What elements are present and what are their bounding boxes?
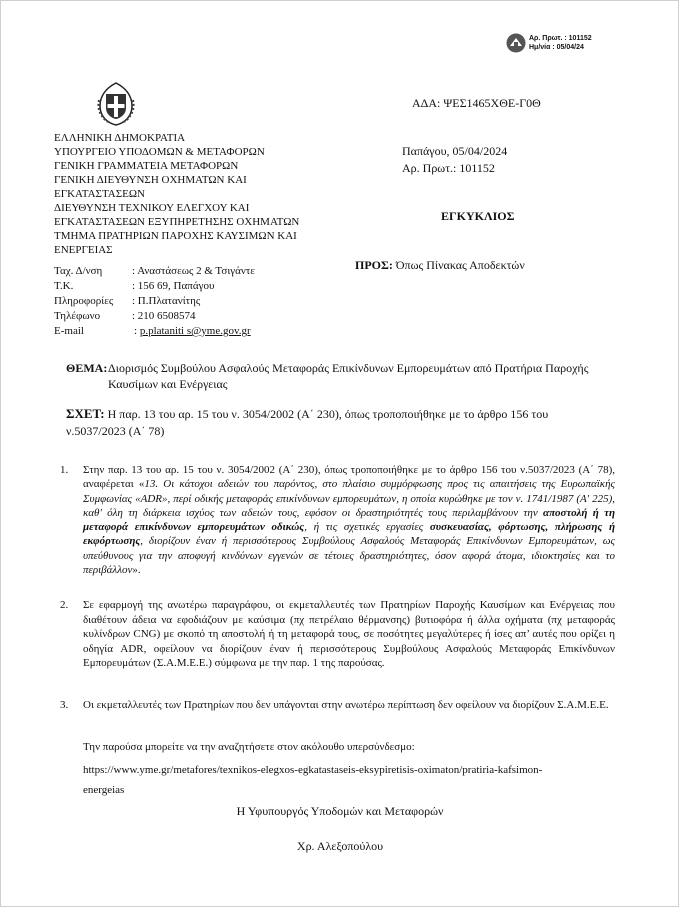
contact-value: : 156 69, Παπάγου (132, 280, 215, 292)
list-item (60, 463, 615, 577)
contact-block (54, 264, 354, 340)
ada-code: ΑΔΑ: ΨΕΣ1465ΧΘΕ-Γ0Θ (412, 96, 541, 110)
list-item (60, 698, 615, 713)
agency-line: ΓΕΝΙΚΗ ΓΡΑΜΜΑΤΕΙΑ ΜΕΤΑΦΟΡΩΝ (54, 160, 239, 172)
item-text: Στην παρ. 13 του αρ. 15 του ν. 3054/2002 (Α΄ 230), όπως τροποποιήθηκε με το άρθρο 156 του ν.5037/2023 (Α΄ 78), αναφέρεται «13. Οι κάτοχοι αδειών του παρόντος, στο πλαίσιο συμμόρφωσης προς τις απαιτήσεις της Ευρωπαϊκής Συμφωνίας «ADR», περί οδικής μεταφοράς επικίνδυνων εμπορευμάτων, η οποία κυρώθηκε με τον ν. 1741/1987 (Α' 225), καθ' όλη τη διάρκεια ισχύος των αδειών τους, εφόσον οι δραστηριότητές τους περιλαμβάνουν την αποστολή ή τη μεταφορά επικίνδυνων εμπορευμάτων οδικώς, ή τις σχετικές εργασίες συσκευασίας, φόρτωσης, πλήρωσης ή εκφόρτωσης, διορίζουν έναν ή περισσότερους Συμβούλους Ασφαλούς Μεταφοράς Επικίνδυνων Εμπορευμάτων, ως υπεύθυνους για την αποφυγή κινδύνων εγγενών σε τέτοιες δραστηριότητες, όσον αφορά άτομα, ιδιοκτησίες και το περιβάλλον». (83, 464, 615, 577)
agency-line: ΕΓΚΑΤΑΣΤΑΣΕΩΝ (54, 188, 145, 200)
subject-line: Διορισμός Συμβούλου Ασφαλούς Μεταφοράς Επικίνδυνων Εμπορευμάτων από Πρατήρια Παροχής (108, 361, 589, 375)
stamp-date: Ημ/νία : 05/04/24 (529, 44, 584, 51)
agency-line: ΕΛΛΗΝΙΚΗ ΔΗΜΟΚΡΑΤΙΑ (54, 132, 186, 144)
item-text: Σε εφαρμογή της ανωτέρω παραγράφου, οι εκμεταλλευτές των Πρατηρίων Παροχής Καυσίμων και Ενέργειας που διαθέτουν άδεια να εφοδιάζουν με καύσιμα (πχ πετρέλαιο θέρμανσης) βυτιοφόρα ή άλλα οχήματα (πχ μεταφοράς κυλίνδρων CNG) με σκοπό τη αποστολή ή τη μεταφορά τους, σε ποσότητες μεγαλύτερες ή ίσες απ’ αυτές που ορίζει η οδηγία ADR, οφείλουν να διορίζουν έναν ή περισσότερους Συμβούλους Ασφαλούς Μεταφοράς Επικίνδυνων Εμπορευμάτων (Σ.Α.Μ.Ε.Ε.) σύμφωνα με την παρ. 1 της παρούσας. (83, 599, 615, 670)
reference-line: Η παρ. 13 του αρ. 15 του ν. 3054/2002 (Α΄ 230), όπως τροποποιήθηκε με το άρθρο 156 του (104, 407, 549, 421)
contact-label: Τηλέφωνο (54, 310, 101, 322)
agency-line: ΤΜΗΜΑ ΠΡΑΤΗΡΙΩΝ ΠΑΡΟΧΗΣ ΚΑΥΣΙΜΩΝ ΚΑΙ (54, 230, 297, 242)
contact-value: : p.plataniti s@yme.gov.gr (134, 325, 251, 337)
contact-label: Τ.Κ. (54, 280, 74, 292)
recipients (355, 257, 525, 273)
hyperlink-intro: Την παρούσα μπορείτε να την αναζητήσετε στον ακόλουθο υπερσύνδεσμο: (83, 741, 415, 753)
contact-row (54, 294, 354, 308)
agency-line: ΔΙΕΥΘΥΝΣΗ ΤΕΧΝΙΚΟΥ ΕΛΕΓΧΟΥ ΚΑΙ (54, 202, 250, 214)
agency-line: ΕΓΚΑΤΑΣΤΑΣΕΩΝ ΕΞΥΠΗΡΕΤΗΣΗΣ ΟΧΗΜΑΤΩΝ (54, 216, 300, 228)
item-text: Οι εκμεταλλευτές των Πρατηρίων που δεν υπάγονται στην ανωτέρω περίπτωση δεν οφείλουν να διορίζουν Σ.Α.Μ.Ε.Ε. (83, 699, 609, 711)
agency-header (54, 131, 354, 257)
to-value: Όπως Πίνακας Αποδεκτών (392, 258, 525, 272)
to-label: ΠΡΟΣ: (355, 258, 393, 272)
item-number: 3. (60, 699, 69, 711)
coat-of-arms-icon (94, 82, 138, 126)
protocol-number: Αρ. Πρωτ.: 101152 (402, 161, 495, 175)
contact-row (54, 279, 354, 293)
contact-row (54, 264, 354, 278)
place-date: Παπάγου, 05/04/2024 (402, 144, 508, 158)
signature-title: Η Υφυπουργός Υποδομών και Μεταφορών (236, 804, 444, 818)
agency-line: ΓΕΝΙΚΗ ΔΙΕΥΘΥΝΣΗ ΟΧΗΜΑΤΩΝ ΚΑΙ (54, 174, 247, 186)
agency-line: ΥΠΟΥΡΓΕΙΟ ΥΠΟΔΟΜΩΝ & ΜΕΤΑΦΟΡΩΝ (54, 146, 265, 158)
item-number: 1. (60, 464, 69, 476)
stamp-prot: Αρ. Πρωτ. : 101152 (529, 35, 592, 42)
reference-label: ΣΧΕΤ: (66, 406, 105, 421)
contact-value: : 210 6508574 (132, 310, 196, 322)
contact-row (54, 324, 354, 338)
greek-coat-of-arms (94, 82, 138, 126)
item-number: 2. (60, 599, 69, 611)
signature-name: Χρ. Αλεξοπούλου (296, 839, 384, 853)
reference-line: ν.5037/2023 (Α΄ 78) (66, 424, 165, 438)
protocol-stamp (505, 32, 625, 56)
contact-label: Ταχ. Δ/νση (54, 265, 103, 277)
document-type: ΕΓΚΥΚΛΙΟΣ (441, 209, 515, 223)
agency-line: ΕΝΕΡΓΕΙΑΣ (54, 244, 113, 256)
reference (66, 405, 626, 440)
contact-row (54, 309, 354, 323)
list-item (60, 598, 615, 671)
email-link[interactable]: p.plataniti s@yme.gov.gr (139, 325, 251, 337)
contact-value: : Αναστάσεως 2 & Τσιγάντε (132, 265, 255, 277)
hyperlink-url[interactable]: https://www.yme.gr/metafores/texnikos-elegxos-egkatastaseis-eksypiretisis-oximaton/pratiria-kafsimon- energeias (83, 764, 543, 796)
contact-label: E-mail (54, 325, 84, 337)
contact-label: Πληροφορίες (54, 295, 114, 307)
subject-line: Καυσίμων και Ενέργειας (108, 377, 228, 391)
subject-label: ΘΕΜΑ: (66, 361, 108, 375)
stamp-logo-icon (505, 32, 527, 54)
contact-value: : Π.Πλατανίτης (132, 295, 201, 307)
